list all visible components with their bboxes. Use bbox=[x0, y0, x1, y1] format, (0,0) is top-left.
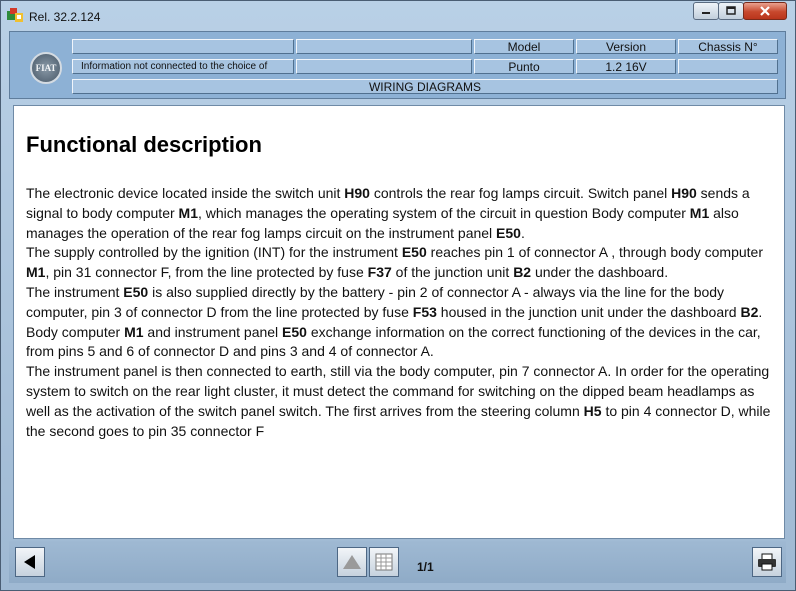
table-button[interactable] bbox=[369, 547, 399, 577]
header-blank-cell bbox=[72, 39, 294, 54]
component-code: E50 bbox=[123, 283, 149, 300]
page-indicator: 1/1 bbox=[417, 560, 434, 574]
component-code: H5 bbox=[583, 402, 602, 419]
app-icon bbox=[7, 8, 23, 22]
description-text-segment: of the junction unit bbox=[391, 264, 514, 281]
component-code: M1 bbox=[689, 204, 710, 221]
window-controls bbox=[694, 2, 787, 20]
component-code: H90 bbox=[671, 185, 697, 201]
component-code: E50 bbox=[282, 323, 307, 340]
description-text-segment: sends a signal to body computer bbox=[26, 185, 750, 221]
description-text-segment: is also supplied directly by the battery - pin 2 of connector A - always via the line for the body computer, pin 3 of connector D from the line protected by fuse bbox=[26, 283, 725, 320]
minimize-icon bbox=[701, 6, 711, 16]
header-blank-cell bbox=[296, 59, 472, 74]
description-paragraph bbox=[26, 184, 776, 243]
component-code: M1 bbox=[178, 204, 198, 221]
component-code: E50 bbox=[401, 244, 427, 261]
description-text-segment: reaches pin 1 of connector A , through body computer bbox=[426, 244, 763, 261]
maximize-icon bbox=[726, 6, 736, 16]
description-paragraph bbox=[26, 323, 776, 363]
model-value: Punto bbox=[474, 59, 574, 74]
page-title: Functional description bbox=[26, 132, 262, 157]
fiat-logo bbox=[30, 52, 62, 84]
description-text-segment: exchange information on the correct functioning of the devices in the car, from pins 5 and 6 of connector D and pins 3 and 4 of connector A. bbox=[26, 323, 761, 360]
description-text-segment: The supply controlled by the ignition (INT) for the instrument bbox=[26, 244, 402, 261]
description-paragraph bbox=[26, 362, 776, 441]
component-code: F53 bbox=[412, 303, 437, 320]
printer-icon bbox=[757, 553, 777, 571]
description-text-segment: under the dashboard. bbox=[531, 264, 669, 281]
up-button[interactable] bbox=[337, 547, 367, 577]
back-arrow-icon bbox=[21, 553, 39, 571]
vehicle-header bbox=[9, 31, 786, 99]
component-code: E50 bbox=[496, 224, 521, 241]
description-text-segment: , which manages the operating system of the circuit in question Body computer bbox=[197, 204, 690, 221]
description-text-segment: The electronic device located inside the switch unit bbox=[26, 185, 345, 201]
version-value: 1.2 16V bbox=[576, 59, 676, 74]
component-code: B2 bbox=[740, 303, 759, 320]
component-code: B2 bbox=[513, 264, 532, 281]
model-label: Model bbox=[474, 39, 574, 54]
description-text-segment: controls the rear fog lamps circuit. Switch panel bbox=[369, 185, 672, 201]
up-triangle-icon bbox=[342, 553, 362, 571]
chassis-label: Chassis N° bbox=[678, 39, 778, 54]
component-code: M1 bbox=[26, 264, 46, 281]
chassis-value bbox=[678, 59, 778, 74]
description-text-segment: The instrument bbox=[26, 283, 124, 300]
description-paragraph bbox=[26, 243, 776, 283]
description-panel bbox=[13, 105, 785, 539]
description-paragraph bbox=[26, 283, 776, 323]
description-text-segment: The instrument panel is then connected to earth, still via the body computer, pin 7 connector A. In order for the operating system to switch on the rear light cluster, it must detect the command for switching on the dipped beam headlamps as well as the activation of the switch panel switch. The first arrives from the steering column bbox=[26, 363, 770, 419]
component-code: H90 bbox=[344, 185, 370, 201]
logo-text: FIAT bbox=[35, 63, 57, 73]
description-text-segment: to pin 4 connector D, while the second goes to pin 35 connector F bbox=[26, 402, 771, 439]
description-text-segment: also manages the operation of the rear fog lamps circuit on the instrument panel bbox=[26, 204, 739, 241]
description-text-segment: , pin 31 connector F, from the line protected by fuse bbox=[45, 264, 368, 281]
maximize-button[interactable] bbox=[718, 2, 744, 20]
minimize-button[interactable] bbox=[693, 2, 719, 20]
description-text-segment: . bbox=[520, 224, 525, 241]
table-grid-icon bbox=[375, 553, 393, 571]
header-blank-cell bbox=[296, 39, 472, 54]
close-icon bbox=[759, 5, 771, 17]
description-text-segment: and instrument panel bbox=[143, 323, 283, 340]
title-bar bbox=[1, 1, 795, 29]
print-button[interactable] bbox=[752, 547, 782, 577]
description-text-segment: housed in the junction unit under the dashboard bbox=[436, 303, 741, 320]
close-button[interactable] bbox=[743, 2, 787, 20]
section-title: WIRING DIAGRAMS bbox=[72, 79, 778, 94]
back-button[interactable] bbox=[15, 547, 45, 577]
navigation-bar bbox=[9, 541, 786, 583]
version-label: Version bbox=[576, 39, 676, 54]
description-text-segment: . bbox=[758, 303, 763, 320]
description-text bbox=[26, 184, 776, 441]
description-text-segment: Body computer bbox=[26, 323, 125, 340]
component-code: F37 bbox=[367, 264, 392, 281]
info-text: Information not connected to the choice of bbox=[72, 59, 294, 74]
window-title: Rel. 32.2.124 bbox=[29, 10, 101, 24]
component-code: M1 bbox=[124, 323, 144, 340]
